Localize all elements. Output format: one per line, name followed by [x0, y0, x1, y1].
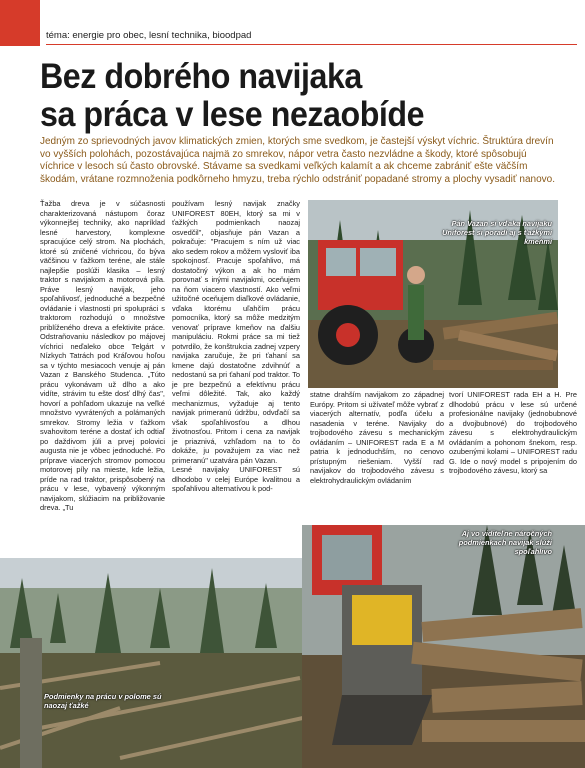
article-column-1 — [40, 199, 165, 513]
corner-accent-block — [0, 0, 40, 46]
topic-header: téma: energie pro obec, lesní technika, bioodpad — [46, 30, 252, 41]
article-lead: Jedným zo sprievodných javov klimatických zmien, ktorých sme svedkom, je častejší výskyt víchric. Štruktúra drevín vo vyšších polohách, pozostávajúca najmä zo smrekov, nápor vetra často nezvládne a škody, ktoré spôsobujú víchrice v lesoch sú často obrovské. Stávame sa svedkami veľkých kalamít a ak chceme zabrániť ešte väčším škodám, vrátane rozmnoženia podkôrneho hmyzu, treba rýchlo odstrániť popadané stromy a plochy vysadiť nanovo. — [40, 136, 556, 185]
article-column-2 — [172, 199, 300, 494]
article-column-4-text: tvorí UNIFOREST rada EH a H. Pre dlhodobú prácu v lese sú určené profesionálne navijaky (jednobubnové a dvojbubnové) do trojbodového závesu s elektrohydraulickým ovládaním a pohonom šnekom, resp. ozubenými kolami – UNIFOREST radu G. Ide o nový model s pripojením do trojbodového závesu, ktorý sa — [449, 390, 577, 475]
article-column-2-text: používam lesný navijak značky UNIFOREST 80EH, ktorý sa mi v ťažkých podmienkach naozaj osvedčil", objasňuje pán Vazan a pokračuje: "Pracujem s ním už viac ako sedem rokov a môžem vysloviť iba spokojnosť. Pracuje spoľahlivo, má dostatočný výkon a ak ho mám porovnať s inými navijakmi, oceňujem na ňom viacero vlastností. Ako veľmi užitočné oceňujem diaľkové ovládanie, vďaka ktorému uľahčím prácu pomocníka, ktorý sa môže medzitým venovať príprave kmeňov na ďalšiu manipuláciu. Rokmi práce sa mi tiež potvrdilo, že konštrukcia zadnej vzpery navijaka zaručuje, že pri ťahaní sa kmene dajú dostatočne zdvihnúť a nedostanú sa pri ťahaní pod traktor. To je pre bezpečnú a efektívnu prácu veľmi dôležité. Tak, ako každý mechanizmus, vyžaduje aj tento navijak primeranú údržbu, odvďačí sa však spoľahlivosťou a dlhou životnosťou. Pritom i cena za navijak je priaznivá, vzhľadom na to čo dokáže, ju považujem za viac než primeranú" uzatvára pán Vazan. Lesné navijaky UNIFOREST sú dlhodobo v celej Európe kvalitnou a spoľahlivou alternatívou k pod- — [172, 199, 300, 493]
article-column-3 — [310, 390, 444, 485]
photo-caption-winch: Aj vo viditeľne náročných podmienkach navijak slúži spoľahlivo — [458, 529, 552, 556]
photo-caption-tractor: Pán Vazan si vďaka navijaku Uniforest si poradí aj s ťažkými kmeňmi — [442, 219, 552, 246]
article-title-line2: sa práca v lese nezaobíde — [40, 95, 425, 134]
article-column-4 — [449, 390, 577, 476]
photo-forest-illustration — [0, 558, 303, 768]
topic-divider — [46, 44, 577, 45]
photo-caption-forest: Podmienky na prácu v polome sú naozaj ťažké — [44, 692, 162, 710]
article-title-line1: Bez dobrého navijaka — [40, 57, 362, 96]
photo-winch-illustration — [302, 525, 585, 768]
article-title — [40, 58, 518, 134]
article-column-1-text: Ťažba dreva je v súčasnosti charakterizovaná nástupom čoraz výkonnejšej techniky, ako napríklad lesné harvestory, komplexne spracujúce celý strom. Na plochách, ktoré sú zničené víchricou, čo býva väčšinou v ťažkom teréne, ale stále najlepšie poslúži klasika – lesný traktor s navijakom a motorová píla. Práve lesný navijak, jeho spoľahlivosť, jednoduché a bezpečné ovládanie i vlastnosti pri spolupráci s traktorom rozhodujú o množstve priblíženého dreva a efektivite práce. Odstraňovaniu následkov po májovej víchrici neďaleko obce Telgárt v Nízkych Tatrách pod Kráľovou hoľou sa v týchto mesiacoch venuje aj pán Vazan z Banského Studenca. „Túto prácu vykonávam už dlho a ako vidíte, strávim tu ešte dosť dlhý čas", hovorí a pohľadom ukazuje na veľké množstvo vyvrátených a polámaných smrekov. Stromy ležia v ťažkom svahovitom teréne a dostať ich odtiaľ po daždivom júli a prvej polovici augusta nie je vôbec jednoduché. Po príprave viacerých stromov pomocou motorovej píly na mieste, kde ležia, príde na rad traktor, prispôsobený na prácu v lese, vybavený výkonným navijakom, slúžiacim na približovanie dreva. „Tu — [40, 199, 165, 512]
photo-windthrow-forest — [0, 558, 303, 768]
photo-forest-winch — [302, 525, 585, 768]
article-column-3-text: statne drahším navijakom zo západnej Európy. Pritom si užívateľ môže vybrať z viacerých alternatív, podľa účelu a nasadenia v teréne. Navijaky do trojbodového závesu s mechanickým ovládaním – UNIFOREST rada E a M patria k jednoduchším, no cenovo prístupným riešeniam. Vyšší rad navijakov do trojbodového závesu s elektrohydraulickým ovládaním — [310, 390, 444, 485]
